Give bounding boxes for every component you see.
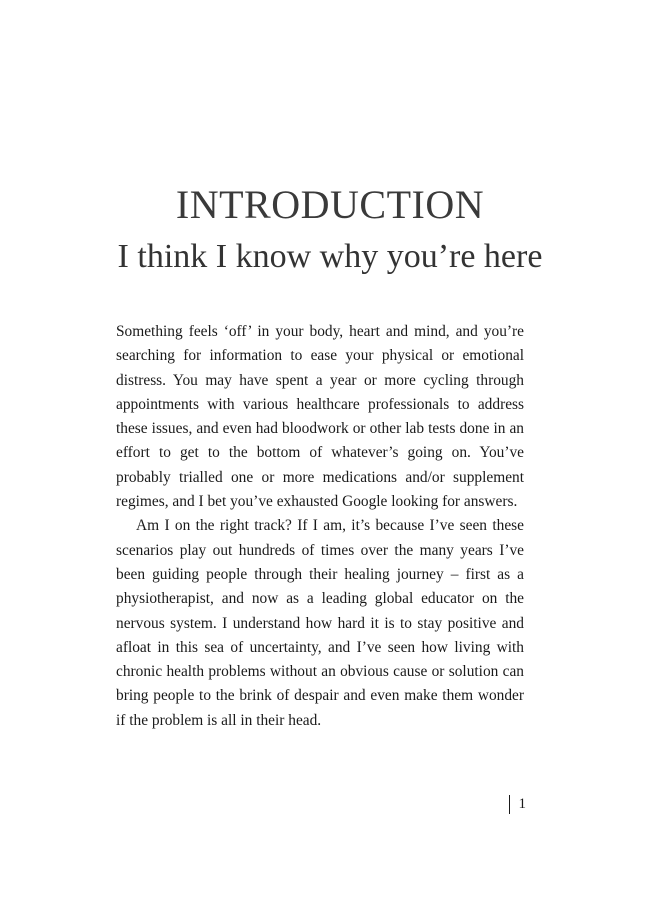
page-folio <box>509 795 527 814</box>
page-number: 1 <box>518 796 526 812</box>
folio-divider <box>509 795 510 814</box>
chapter-title: INTRODUCTION <box>175 182 485 227</box>
chapter-subtitle: I think I know why you’re here <box>117 238 543 275</box>
body-text <box>116 320 524 733</box>
paragraph-1: Something feels ‘off’ in your body, heart and mind, and you’re searching for information to ease your physical or emotional distress. You may have spent a year or more cycling through appointments with various healthcare professionals to address these issues, and even had bloodwork or other lab tests done in an effort to get to the bottom of whatever’s going on. You’ve probably trialled one or more medications and/or supplement regimes, and I bet you’ve exhausted Google looking for answers. <box>116 323 524 511</box>
paragraph-2: Am I on the right track? If I am, it’s because I’ve seen these scenarios play out hundreds of times over the many years I’ve been guiding people through their healing journey – first as a physiotherapist, and now as a leading global educator on the nervous system. I understand how hard it is to stay positive and afloat in this sea of uncertainty, and I’ve seen how living with chronic health problems without an obvious cause or solution can bring people to the brink of despair and even make them wonder if the problem is all in their head. <box>116 517 524 729</box>
